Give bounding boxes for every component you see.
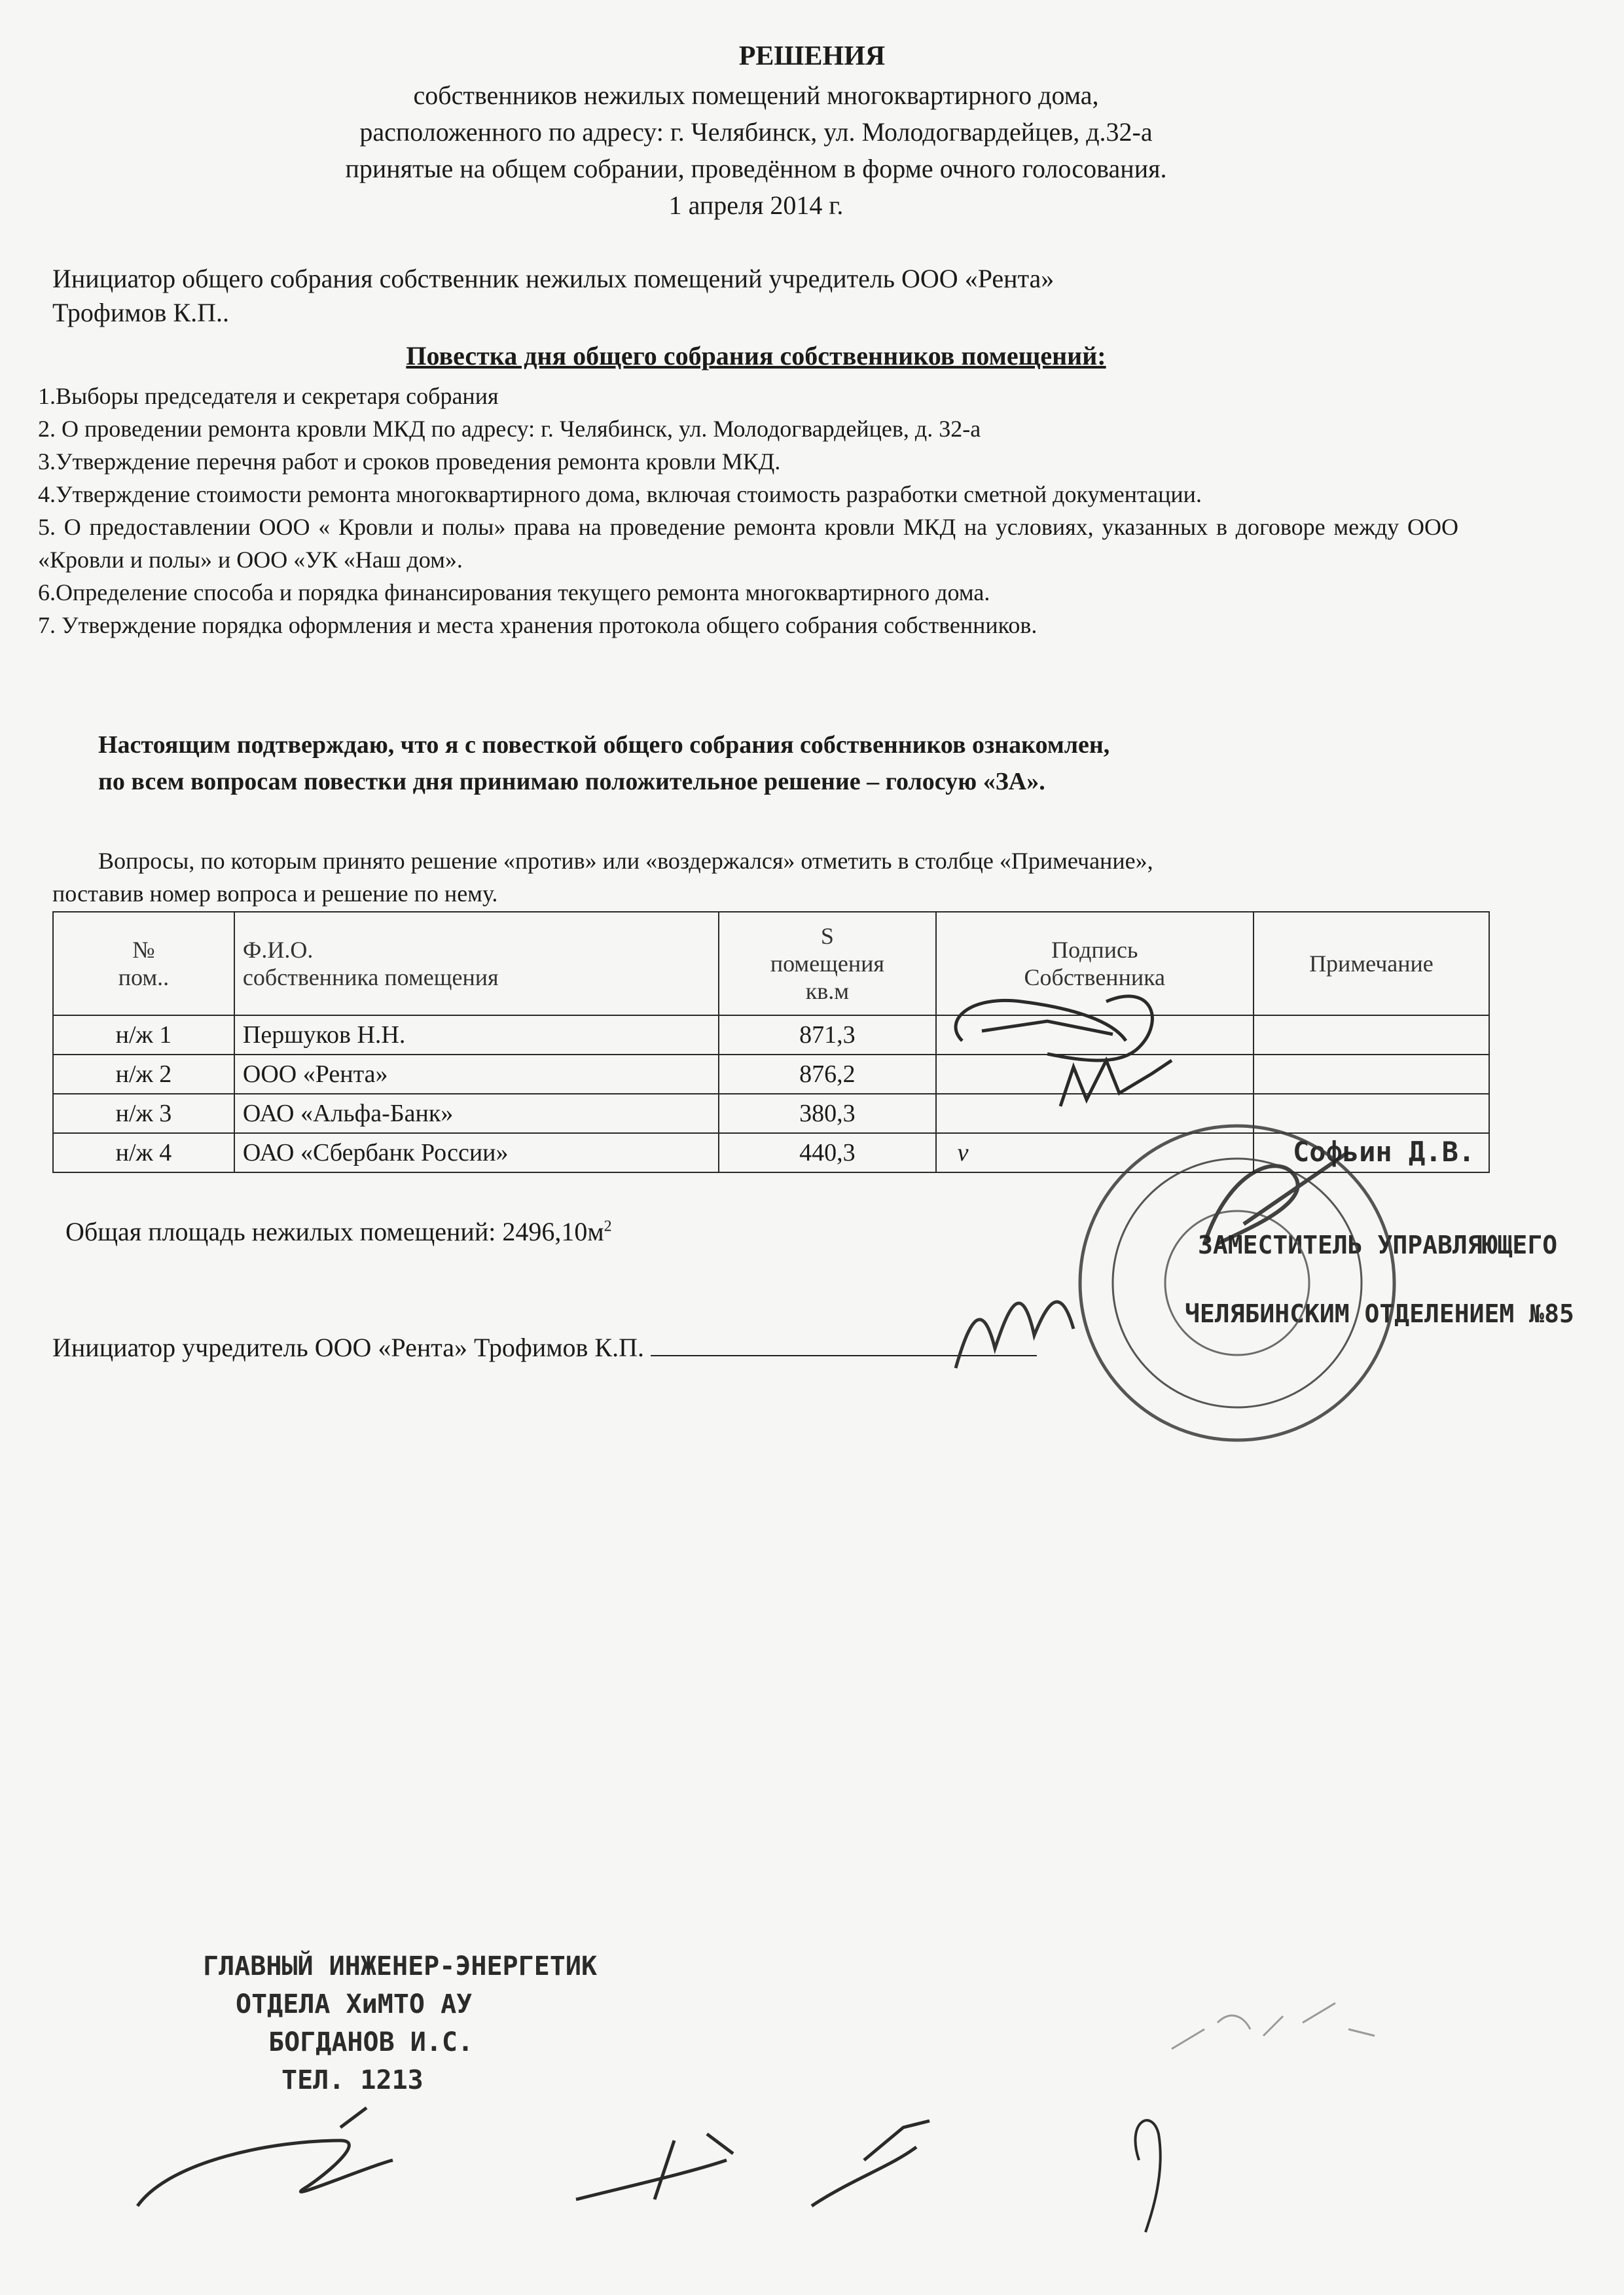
header-text: Ф.И.О.	[242, 937, 314, 963]
owner-name: ОАО «Альфа-Банк»	[234, 1094, 719, 1133]
meeting-date: 1 апреля 2014 г.	[668, 190, 844, 220]
signature-bottom-4	[1135, 2120, 1160, 2232]
header-text: Собственника	[1024, 964, 1166, 990]
check-mark: v	[957, 1139, 969, 1166]
signature-initiator	[956, 1302, 1074, 1368]
square-superscript: 2	[604, 1218, 612, 1235]
owner-name: Першуков Н.Н.	[234, 1015, 719, 1055]
premise-area: 380,3	[719, 1094, 936, 1133]
remark-instruction-line-2: поставив номер вопроса и решение по нему.	[52, 880, 498, 907]
premise-number: н/ж 3	[53, 1094, 234, 1133]
engineer-stamp-line-2: ОТДЕЛА ХиМТО АУ	[236, 1989, 473, 2019]
engineer-stamp-line-4: ТЕЛ. 1213	[281, 2065, 424, 2095]
engineer-stamp-line-3: БОГДАНОВ И.С.	[268, 2027, 474, 2057]
document-title: РЕШЕНИЯ	[738, 41, 886, 71]
signature-bottom-3	[812, 2121, 929, 2206]
confirmation-line-2: по всем вопросам повестки дня принимаю положительное решение – голосую «ЗА».	[98, 768, 1045, 795]
stamp-signer-position: ЗАМЕСТИТЕЛЬ УПРАВЛЯЮЩЕГО	[1198, 1231, 1558, 1259]
remark-instruction-line-1: Вопросы, по которым принято решение «против» или «воздержался» отметить в столбце «Примечание»,	[98, 848, 1153, 874]
owner-name: ООО «Рента»	[234, 1055, 719, 1094]
premise-number: н/ж 2	[53, 1055, 234, 1094]
header-text: пом..	[118, 964, 170, 990]
header-line-2: расположенного по адресу: г. Челябинск, ул. Молодогвардейцев, д.32-а	[359, 117, 1153, 147]
premise-number: н/ж 4	[53, 1133, 234, 1172]
initiator-intro-line-1: Инициатор общего собрания собственник нежилых помещений учредитель ООО «Рента»	[52, 264, 1055, 293]
owner-name: ОАО «Сбербанк России»	[234, 1133, 719, 1172]
premise-number: н/ж 1	[53, 1015, 234, 1055]
agenda-item: 3.Утверждение перечня работ и сроков проведения ремонта кровли МКД.	[38, 448, 781, 475]
signature-owner-1	[956, 996, 1152, 1060]
agenda-item: 1.Выборы председателя и секретаря собрания	[38, 383, 499, 409]
initiator-signature-label: Инициатор учредитель ООО «Рента» Трофимов К.П.	[52, 1333, 644, 1362]
premise-area: 440,3	[719, 1133, 936, 1172]
signature-owner-2	[1060, 1060, 1172, 1106]
premise-area: 871,3	[719, 1015, 936, 1055]
header-text: кв.м	[805, 978, 850, 1004]
pencil-note	[1172, 2003, 1375, 2049]
agenda-item: 7. Утверждение порядка оформления и места хранения протокола общего собрания собственников.	[38, 612, 1038, 638]
header-text: помещения	[770, 950, 884, 977]
signature-bottom-2	[576, 2134, 733, 2199]
premise-area: 876,2	[719, 1055, 936, 1094]
header-text: собственника помещения	[242, 964, 499, 990]
signature-bottom-1	[137, 2108, 393, 2206]
header-text: №	[132, 937, 155, 963]
bank-seal	[1080, 1126, 1394, 1440]
header-text: S	[820, 923, 834, 949]
agenda-item: 4.Утверждение стоимости ремонта многоквартирного дома, включая стоимость разработки сметной документации.	[38, 481, 1202, 507]
header-text: Подпись	[1051, 937, 1138, 963]
header-remark: Примечание	[1254, 912, 1489, 1015]
engineer-stamp-line-1: ГЛАВНЫЙ ИНЖЕНЕР-ЭНЕРГЕТИК	[203, 1951, 598, 1981]
engineer-stamp	[203, 1947, 597, 2099]
total-area-label: Общая площадь нежилых помещений: 2496,10м	[65, 1217, 604, 1246]
header-line-1: собственников нежилых помещений многоквартирного дома,	[413, 81, 1099, 110]
agenda-item: 5. О предоставлении ООО « Кровли и полы» права на проведение ремонта кровли МКД на условиях, указанных в договоре между ООО «Кровли и полы» и ООО «УК «Наш дом».	[38, 514, 1458, 573]
confirmation-line-1: Настоящим подтверждаю, что я с повесткой общего собрания собственников ознакомлен,	[98, 731, 1110, 759]
agenda-item: 6.Определение способа и порядка финансирования текущего ремонта многоквартирного дома.	[38, 579, 990, 605]
initiator-intro-line-2: Трофимов К.П..	[52, 298, 229, 327]
agenda-item: 2. О проведении ремонта кровли МКД по адресу: г. Челябинск, ул. Молодогвардейцев, д. 32-а	[38, 416, 981, 442]
agenda-title: Повестка дня общего собрания собственников помещений:	[406, 341, 1106, 370]
stamp-signer-name: Софьин Д.В.	[1293, 1136, 1475, 1168]
header-line-3: принятые на общем собрании, проведённом в форме очного голосования.	[345, 154, 1167, 183]
stamp-branch: ЧЕЛЯБИНСКИМ ОТДЕЛЕНИЕМ №85	[1185, 1299, 1574, 1328]
